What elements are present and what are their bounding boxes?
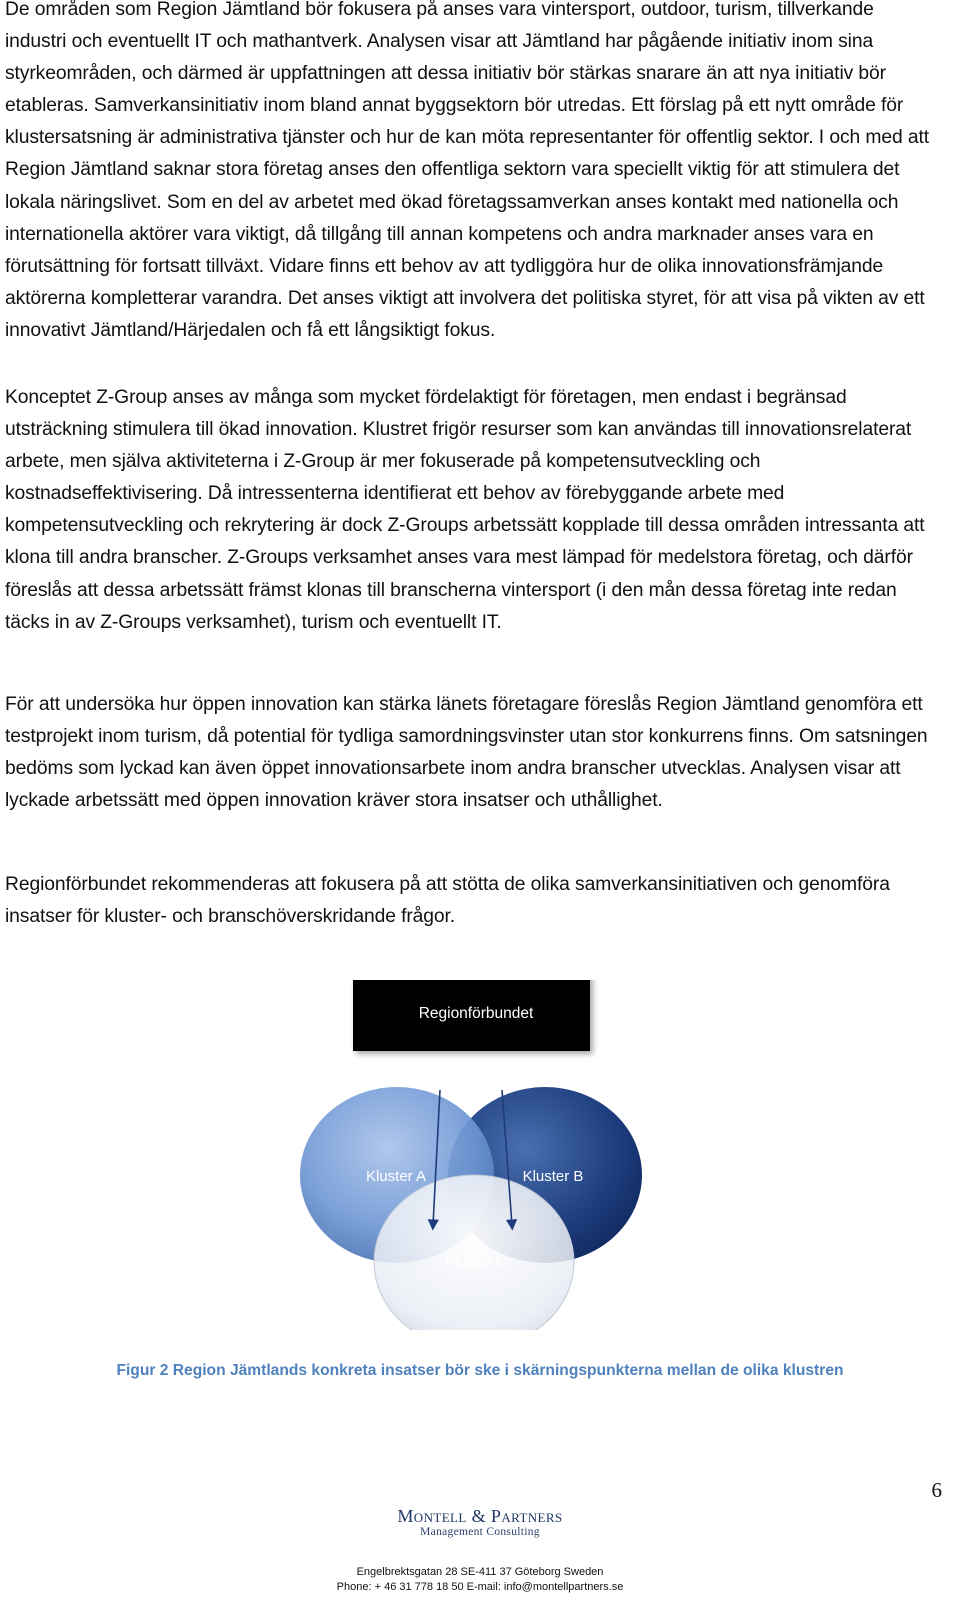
body-paragraph: Konceptet Z-Group anses av många som mycket fördelaktigt för företagen, men endast i begränsad utsträckning stimulera till ökad innovation. Klustret frigör resurser som kan användas till innovationsrelaterat arbete, men själva aktiviteterna i Z-Group är mer fokuserade på kompetensutveckling och kostnadseffektivisering. Då intressenterna identifierat ett behov av förebyggande arbete med kompetensutveckling och rekrytering är dock Z-Groups arbetssätt kopplade till dessa områden intressanta att klona till andra branscher. Z-Groups verksamhet anses vara mest lämpad för medelstora företag, och därför föreslås att dessa arbetssätt främst klonas till branscherna vintersport (i den mån dessa företag inte redan täcks in av Z-Groups verksamhet), turism och eventuellt IT. [5,387,925,633]
body-paragraph: För att undersöka hur öppen innovation kan stärka länets företagare föreslås Region Jämtland genomföra ett testprojekt inom turism, då potential för tydliga samordningsvinster utan stor konkurrens finns. Om satsningen bedöms som lyckad kan även öppet innovationsarbete inom andra branscher utvecklas. Analysen visar att lyckade arbetssätt med öppen innovation kräver stora insatser och uthållighet. [5,694,928,812]
contact-line: Phone: + 46 31 778 18 50 E-mail: info@montellpartners.se [336,1581,624,1593]
logo-subtitle: Management Consulting [420,1526,540,1538]
body-paragraph: De områden som Region Jämtland bör fokusera på anses vara vintersport, outdoor, turism, tillverkande industri och eventuellt IT och mathantverk. Analysen visar att Jämtland har pågående initiativ inom sina styrkeområden, och därmed är uppfattningen att dessa initiativ bör stärkas snarare än att nya initiativ bör etableras. Samverkansinitiativ inom bland annat byggsektorn bör utredas. Ett förslag på ett nytt område för klustersatsning är administrativa tjänster och hur de kan möta representanter för offentlig sektor. I och med att Region Jämtland saknar stora företag anses den offentliga sektorn vara speciellt viktig för att stimulera det lokala näringslivet. Som en del av arbetet med ökad företagssamverkan anses kontakt med nationella och internationella aktörer vara viktigt, då tillgång till annan kompetens och andra marknader anses vara en förutsättning för fortsatt tillväxt. Vidare finns ett behov av att tydliggöra hur de olika innovationsfrämjande aktörerna kompletterar varandra. Det anses viktigt att involvera det politiska styret, för att visa på vikten av ett innovativt Jämtland/Härjedalen och få ett långsiktigt fokus. [5,0,929,341]
footer-logo [0,1506,960,1538]
label-kluster-a: Kluster A [365,1168,427,1185]
footer-address [0,1565,960,1595]
top-box-label: Regionförbundet [418,1005,534,1022]
cluster-venn-diagram [280,980,680,1330]
figure-caption: Figur 2 Region Jämtlands konkreta insatser bör ske i skärningspunkterna mellan de olika klustren [116,1362,844,1379]
body-paragraph: Regionförbundet rekommenderas att fokusera på att stötta de olika samverkansinitiativen och genomföra insatser för kluster- och branschöverskridande frågor. [5,874,890,928]
label-kluster-c: Kluster C [445,1253,507,1270]
label-kluster-b: Kluster B [522,1168,584,1185]
logo-name: Montell & Partners [397,1506,563,1526]
address-line: Engelbrektsgatan 28 SE-411 37 Göteborg Sweden [356,1566,604,1578]
page-number: 6 [931,1478,942,1502]
